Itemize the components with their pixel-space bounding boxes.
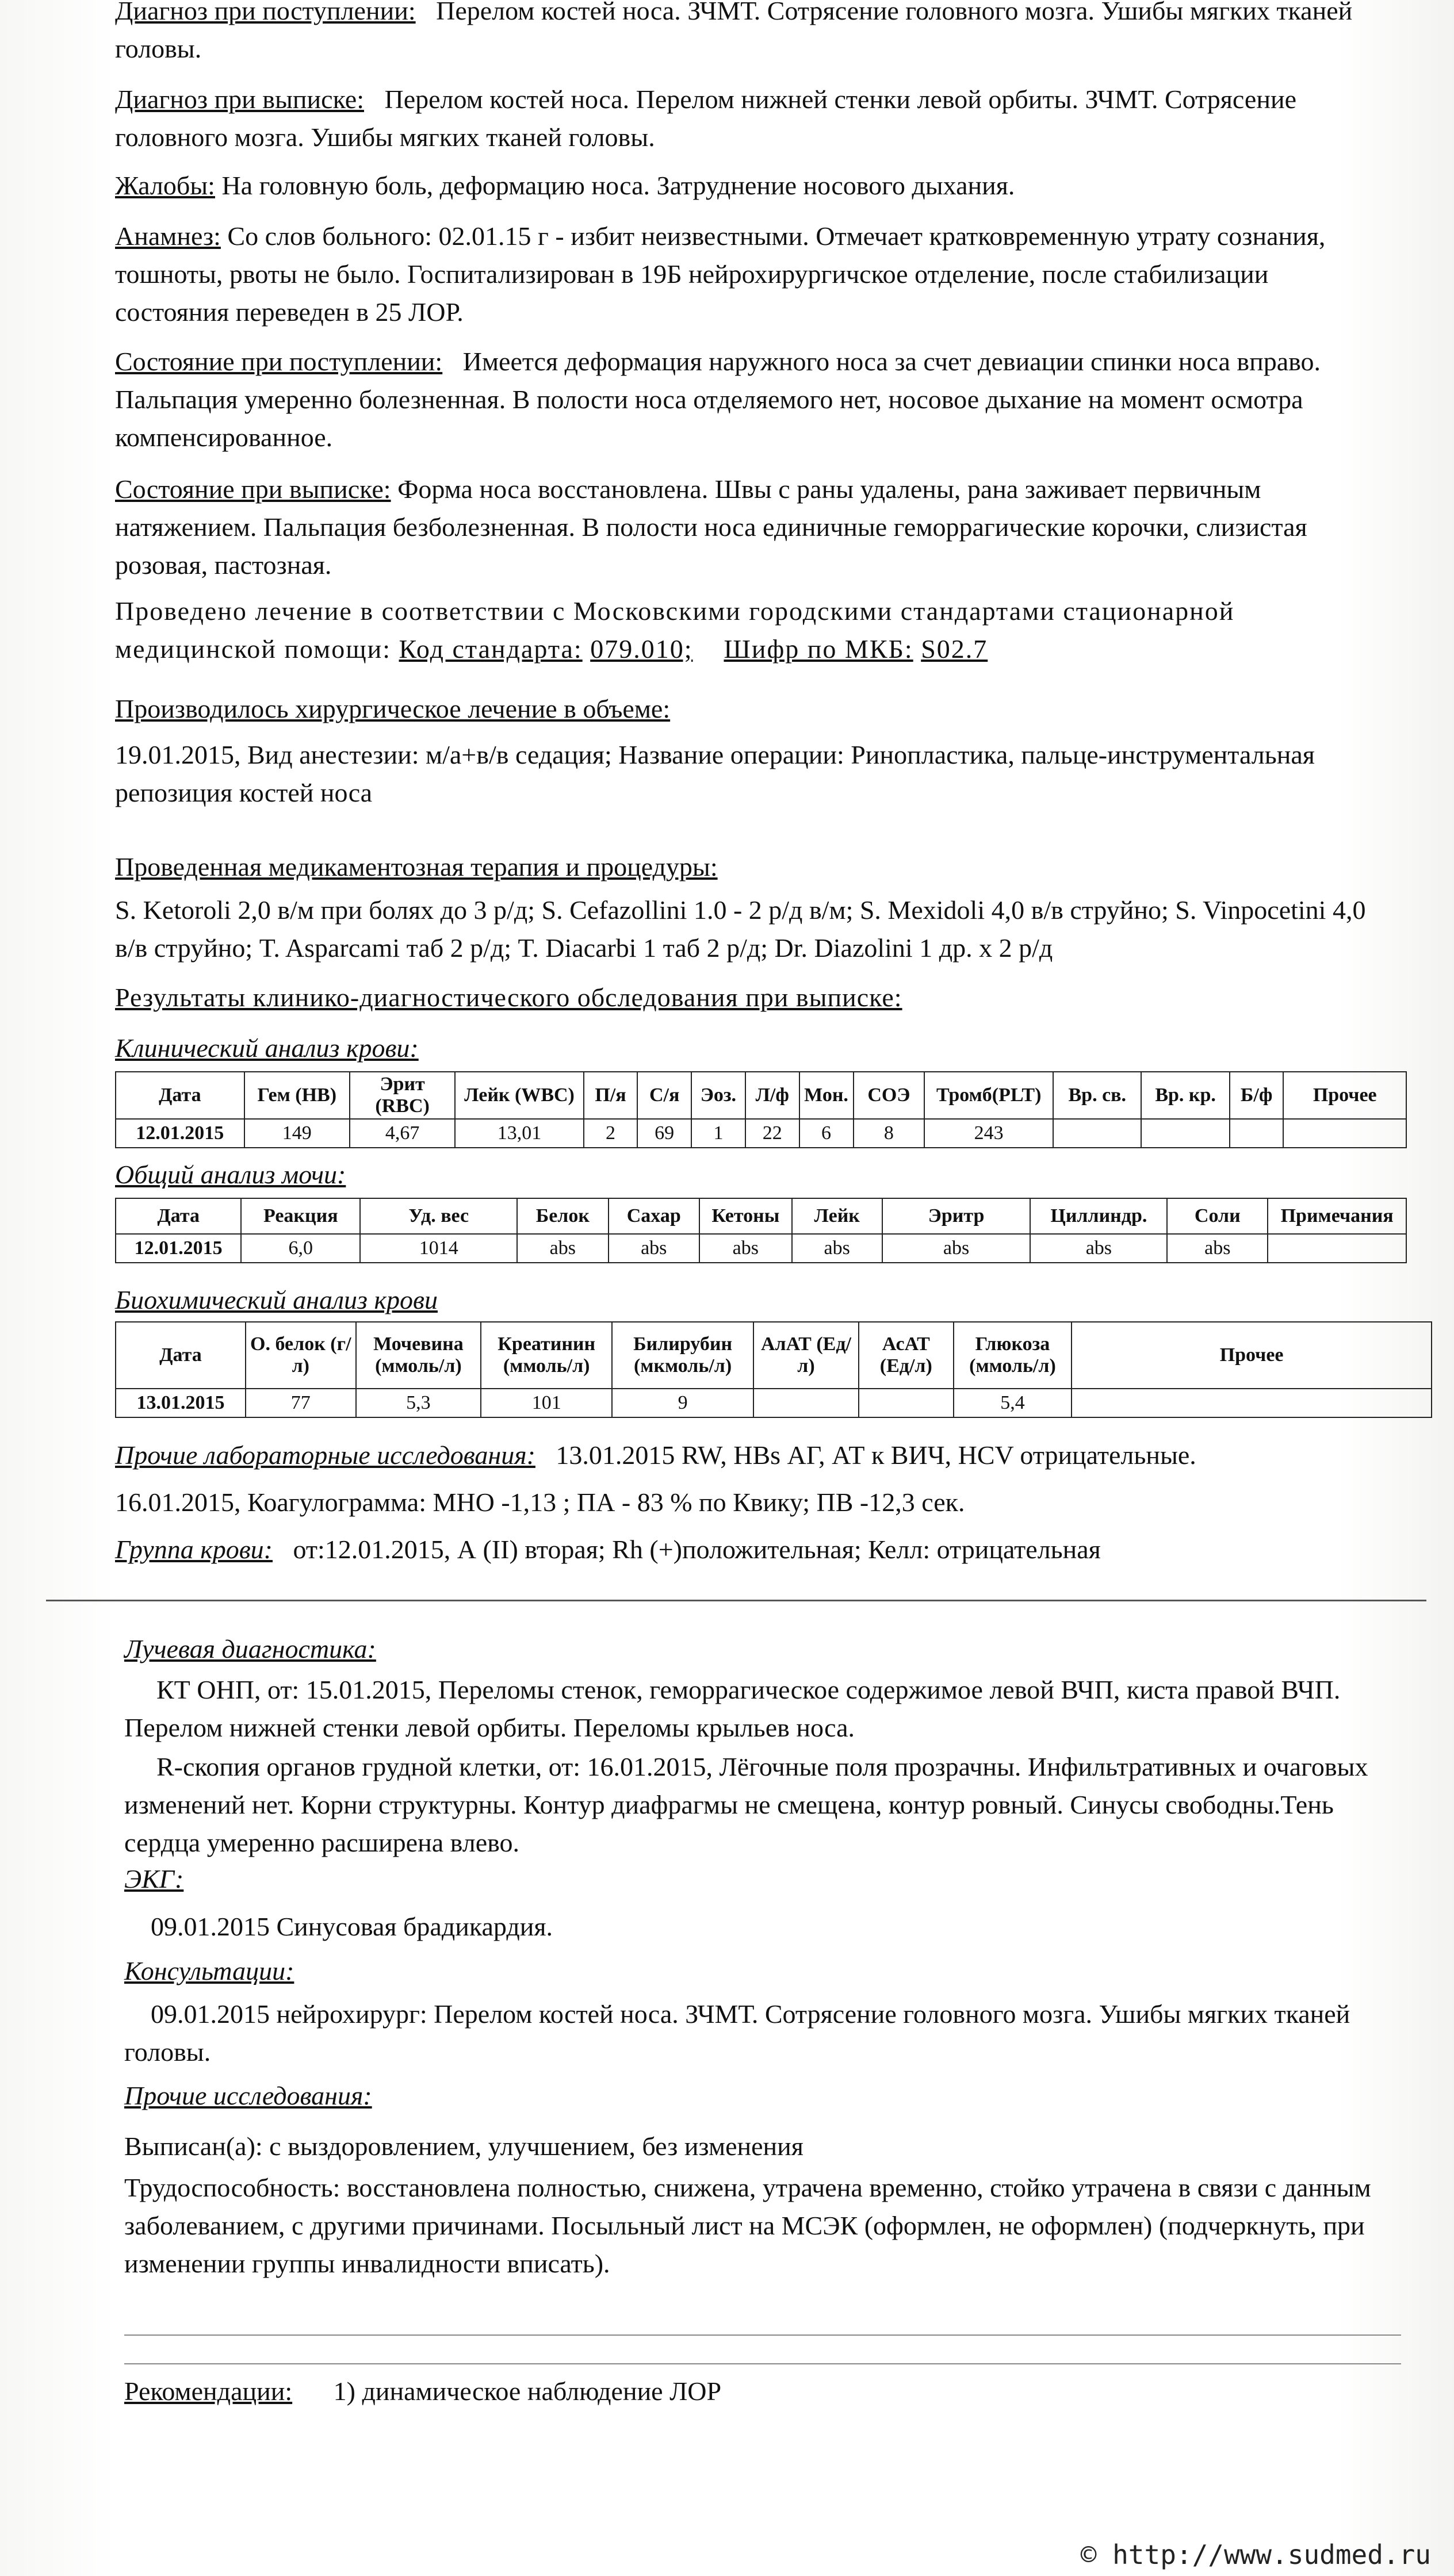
blood-analysis-table — [115, 1071, 1407, 1148]
table-header-cell: Вр. св. — [1053, 1072, 1141, 1119]
results-heading: Результаты клинико-диагностического обследования при выписке: — [115, 983, 902, 1012]
table-row — [116, 1234, 1406, 1263]
table-cell: abs — [699, 1234, 792, 1263]
diagnosis-discharge — [115, 80, 1380, 156]
recommendations — [124, 2372, 1390, 2410]
table-header-cell: П/я — [584, 1072, 638, 1119]
page-divider — [46, 1600, 1426, 1601]
state-admission — [115, 343, 1380, 457]
other-studies-label: Прочие исследования: — [124, 2081, 372, 2110]
table-header-row — [116, 1322, 1432, 1389]
blood-group-label: Группа крови: — [115, 1535, 273, 1564]
table-header-cell: Соли — [1167, 1198, 1268, 1234]
blood-group — [115, 1531, 1392, 1569]
state-admission-label: Состояние при поступлении: — [115, 347, 443, 376]
diagnosis-discharge-label: Диагноз при выписке: — [115, 85, 364, 114]
recommendations-label: Рекомендации: — [124, 2376, 293, 2406]
complaints — [115, 167, 1380, 205]
table-header-cell: СОЭ — [854, 1072, 925, 1119]
table-cell: 2 — [584, 1119, 638, 1148]
table-cell: 9 — [612, 1389, 753, 1417]
diagnosis-admission-label: Диагноз при поступлении: — [115, 0, 416, 25]
table-cell: 77 — [246, 1389, 356, 1417]
complaints-label: Жалобы: — [115, 171, 215, 200]
table-cell: 1014 — [360, 1234, 517, 1263]
other-lab-text-1: 13.01.2015 RW, HBs АГ, АТ к ВИЧ, HCV отрицательные. — [556, 1440, 1196, 1470]
standards-statement — [115, 592, 1398, 668]
table-header-cell: Лейк — [792, 1198, 882, 1234]
discharge-status: Выписан(а): с выздоровлением, улучшением, без изменения — [124, 2132, 803, 2161]
table-header-cell: Эритр — [882, 1198, 1031, 1234]
table-header-cell: Сахар — [609, 1198, 699, 1234]
table-header-cell: Прочее — [1072, 1322, 1432, 1389]
anamnesis — [115, 217, 1380, 331]
mkb-label: Шифр по МКБ: — [724, 634, 913, 664]
table-header-cell: Лейк (WBC) — [455, 1072, 583, 1119]
table-header-cell: АсАТ (Ед/л) — [859, 1322, 954, 1389]
table-cell: 12.01.2015 — [116, 1119, 244, 1148]
table-header-cell: Примечания — [1268, 1198, 1406, 1234]
table-header-cell: О. белок (г/л) — [246, 1322, 356, 1389]
table-cell: 69 — [637, 1119, 691, 1148]
table-header-row — [116, 1072, 1406, 1119]
table-cell: 149 — [244, 1119, 350, 1148]
blank-line — [124, 2334, 1401, 2336]
urine-analysis-title: Общий анализ мочи: — [115, 1160, 346, 1189]
table-header-cell: Циллиндр. — [1030, 1198, 1167, 1234]
table-header-cell: Мон. — [799, 1072, 854, 1119]
ct-result: КТ ОНП, от: 15.01.2015, Переломы стенок, геморрагическое содержимое левой ВЧП, киста правой ВЧП. Перелом нижней стенки левой орбиты. Переломы крыльев носа. — [124, 1675, 1341, 1742]
radiology-label: Лучевая диагностика: — [124, 1634, 376, 1663]
consultations-label: Консультации: — [124, 1956, 294, 1985]
table-header-cell: Прочее — [1283, 1072, 1406, 1119]
xray-result: R-скопия органов грудной клетки, от: 16.01.2015, Лёгочные поля прозрачны. Инфильтративных и очаговых изменений нет. Корни структурны. Контур диафрагмы не смещена, контур ровный. Синусы свободны.Тень сердца умеренно расширена влево. — [124, 1752, 1368, 1857]
table-cell — [1268, 1234, 1406, 1263]
table-header-cell: АлАТ (Ед/л) — [753, 1322, 859, 1389]
table-cell: 6 — [799, 1119, 854, 1148]
urine-analysis-table — [115, 1198, 1407, 1263]
table-cell: abs — [792, 1234, 882, 1263]
complaints-text: На головную боль, деформацию носа. Затруднение носового дыхания. — [221, 171, 1015, 200]
surgery-text: 19.01.2015, Вид анестезии: м/а+в/в седация; Название операции: Ринопластика, пальце-инструментальная репозиция костей носа — [115, 740, 1315, 807]
recommendations-text: 1) динамическое наблюдение ЛОР — [333, 2376, 722, 2406]
ecg-text: 09.01.2015 Синусовая брадикардия. — [151, 1912, 553, 1941]
ecg-label: ЭКГ: — [124, 1864, 184, 1893]
table-cell — [1283, 1119, 1406, 1148]
consultations-text: 09.01.2015 нейрохирург: Перелом костей носа. ЗЧМТ. Сотрясение головного мозга. Ушибы мягких тканей головы. — [124, 1999, 1350, 2067]
table-header-row — [116, 1198, 1406, 1234]
state-admission-text: Имеется деформация наружного носа за счет девиации спинки носа вправо. Пальпация умеренно болезненная. В полости носа отделяемого нет, носовое дыхание на момент осмотра компенсированное. — [115, 347, 1321, 452]
table-header-cell: Глюкоза (ммоль/л) — [954, 1322, 1072, 1389]
table-header-cell: Вр. кр. — [1141, 1072, 1229, 1119]
anamnesis-label: Анамнез: — [115, 221, 221, 251]
table-cell: 13,01 — [455, 1119, 583, 1148]
table-header-cell: Эрит (RBC) — [350, 1072, 455, 1119]
table-header-cell: Л/ф — [745, 1072, 799, 1119]
table-cell: 1 — [691, 1119, 745, 1148]
coagulogram: 16.01.2015, Коагулограмма: МНО -1,13 ; ПА - 83 % по Квику; ПВ -12,3 сек. — [115, 1488, 965, 1517]
table-header-cell: Дата — [116, 1322, 246, 1389]
table-cell — [1141, 1119, 1229, 1148]
table-cell — [859, 1389, 954, 1417]
table-cell: 22 — [745, 1119, 799, 1148]
blood-group-text: от:12.01.2015, А (II) вторая; Rh (+)положительная; Келл: отрицательная — [293, 1535, 1101, 1564]
table-cell: 101 — [481, 1389, 612, 1417]
other-lab-tests — [115, 1436, 1392, 1474]
table-row — [116, 1119, 1406, 1148]
table-cell — [753, 1389, 859, 1417]
table-header-cell: Эоз. — [691, 1072, 745, 1119]
table-header-cell: С/я — [637, 1072, 691, 1119]
table-cell: 6,0 — [241, 1234, 360, 1263]
table-header-cell: Мочевина (ммоль/л) — [356, 1322, 481, 1389]
table-header-cell: Дата — [116, 1198, 241, 1234]
work-capacity: Трудоспособность: восстановлена полностью, снижена, утрачена временно, стойко утрачена в связи с данным заболеванием, с другими причинами. Посыльный лист на МСЭК (оформлен, не оформлен) (подчеркнуть, при изменении группы инвалидности вписать). — [124, 2173, 1371, 2278]
table-cell: 12.01.2015 — [116, 1234, 241, 1263]
table-cell: 13.01.2015 — [116, 1389, 246, 1417]
table-cell — [1230, 1119, 1284, 1148]
table-header-cell: Уд. вес — [360, 1198, 517, 1234]
table-header-cell: Гем (HB) — [244, 1072, 350, 1119]
therapy-heading: Проведенная медикаментозная терапия и процедуры: — [115, 852, 718, 881]
mkb-value: S02.7 — [921, 634, 988, 664]
diagnosis-admission-text: Перелом костей носа. ЗЧМТ. Сотрясение головного мозга. Ушибы мягких тканей головы. — [115, 0, 1353, 63]
table-header-cell: Кетоны — [699, 1198, 792, 1234]
blood-analysis-title: Клинический анализ крови: — [115, 1033, 419, 1063]
table-cell: 5,3 — [356, 1389, 481, 1417]
blank-line — [124, 2363, 1401, 2364]
biochem-analysis-table — [115, 1321, 1432, 1418]
watermark: © http://www.sudmed.ru — [1080, 2539, 1431, 2570]
standards-text: Проведено лечение в соответствии с Московскими городскими стандартами стационарной медицинской помощи: — [115, 596, 1235, 664]
diagnosis-admission — [115, 0, 1380, 68]
table-cell: abs — [517, 1234, 608, 1263]
table-row — [116, 1389, 1432, 1417]
table-cell: abs — [1030, 1234, 1167, 1263]
diagnosis-discharge-text: Перелом костей носа. Перелом нижней стенки левой орбиты. ЗЧМТ. Сотрясение головного мозга. Ушибы мягких тканей головы. — [115, 85, 1296, 152]
table-cell: abs — [609, 1234, 699, 1263]
standard-code-label: Код стандарта: — [399, 634, 583, 664]
table-header-cell: Билирубин (мкмоль/л) — [612, 1322, 753, 1389]
state-discharge-text: Форма носа восстановлена. Швы с раны удалены, рана заживает первичным натяжением. Пальпация безболезненная. В полости носа единичные геморрагические корочки, слизистая розовая, пастозная. — [115, 474, 1307, 580]
table-cell: abs — [1167, 1234, 1268, 1263]
therapy-text: S. Ketoroli 2,0 в/м при болях до 3 р/д; S. Cefazollini 1.0 - 2 р/д в/м; S. Mexidoli 4,0 в/в струйно; S. Vinpocetini 4,0 в/в струйно; T. Asparcami таб 2 р/д; T. Diacarbi 1 таб 2 р/д; Dr. Diazolini 1 др. х 2 р/д — [115, 895, 1366, 963]
state-discharge-label: Состояние при выписке: — [115, 474, 391, 504]
table-cell: 243 — [924, 1119, 1053, 1148]
surgery-heading: Производилось хирургическое лечение в объеме: — [115, 694, 671, 723]
table-cell: 8 — [854, 1119, 925, 1148]
state-discharge — [115, 470, 1380, 584]
biochem-analysis-title: Биохимический анализ крови — [115, 1285, 438, 1314]
table-cell: abs — [882, 1234, 1031, 1263]
table-cell: 4,67 — [350, 1119, 455, 1148]
anamnesis-text: Со слов больного: 02.01.15 г - избит неизвестными. Отмечает кратковременную утрату сознания, тошноты, рвоты не было. Госпитализирован в 19Б нейрохирургичское отделение, после стабилизации состояния переведен в 25 ЛОР. — [115, 221, 1326, 327]
other-lab-label: Прочие лабораторные исследования: — [115, 1440, 535, 1470]
table-header-cell: Реакция — [241, 1198, 360, 1234]
table-header-cell: Креатинин (ммоль/л) — [481, 1322, 612, 1389]
table-header-cell: Тромб(PLT) — [924, 1072, 1053, 1119]
table-header-cell: Б/ф — [1230, 1072, 1284, 1119]
table-cell: 5,4 — [954, 1389, 1072, 1417]
table-cell — [1072, 1389, 1432, 1417]
standard-code-value: 079.010; — [590, 634, 693, 664]
table-header-cell: Белок — [517, 1198, 608, 1234]
table-header-cell: Дата — [116, 1072, 244, 1119]
table-cell — [1053, 1119, 1141, 1148]
